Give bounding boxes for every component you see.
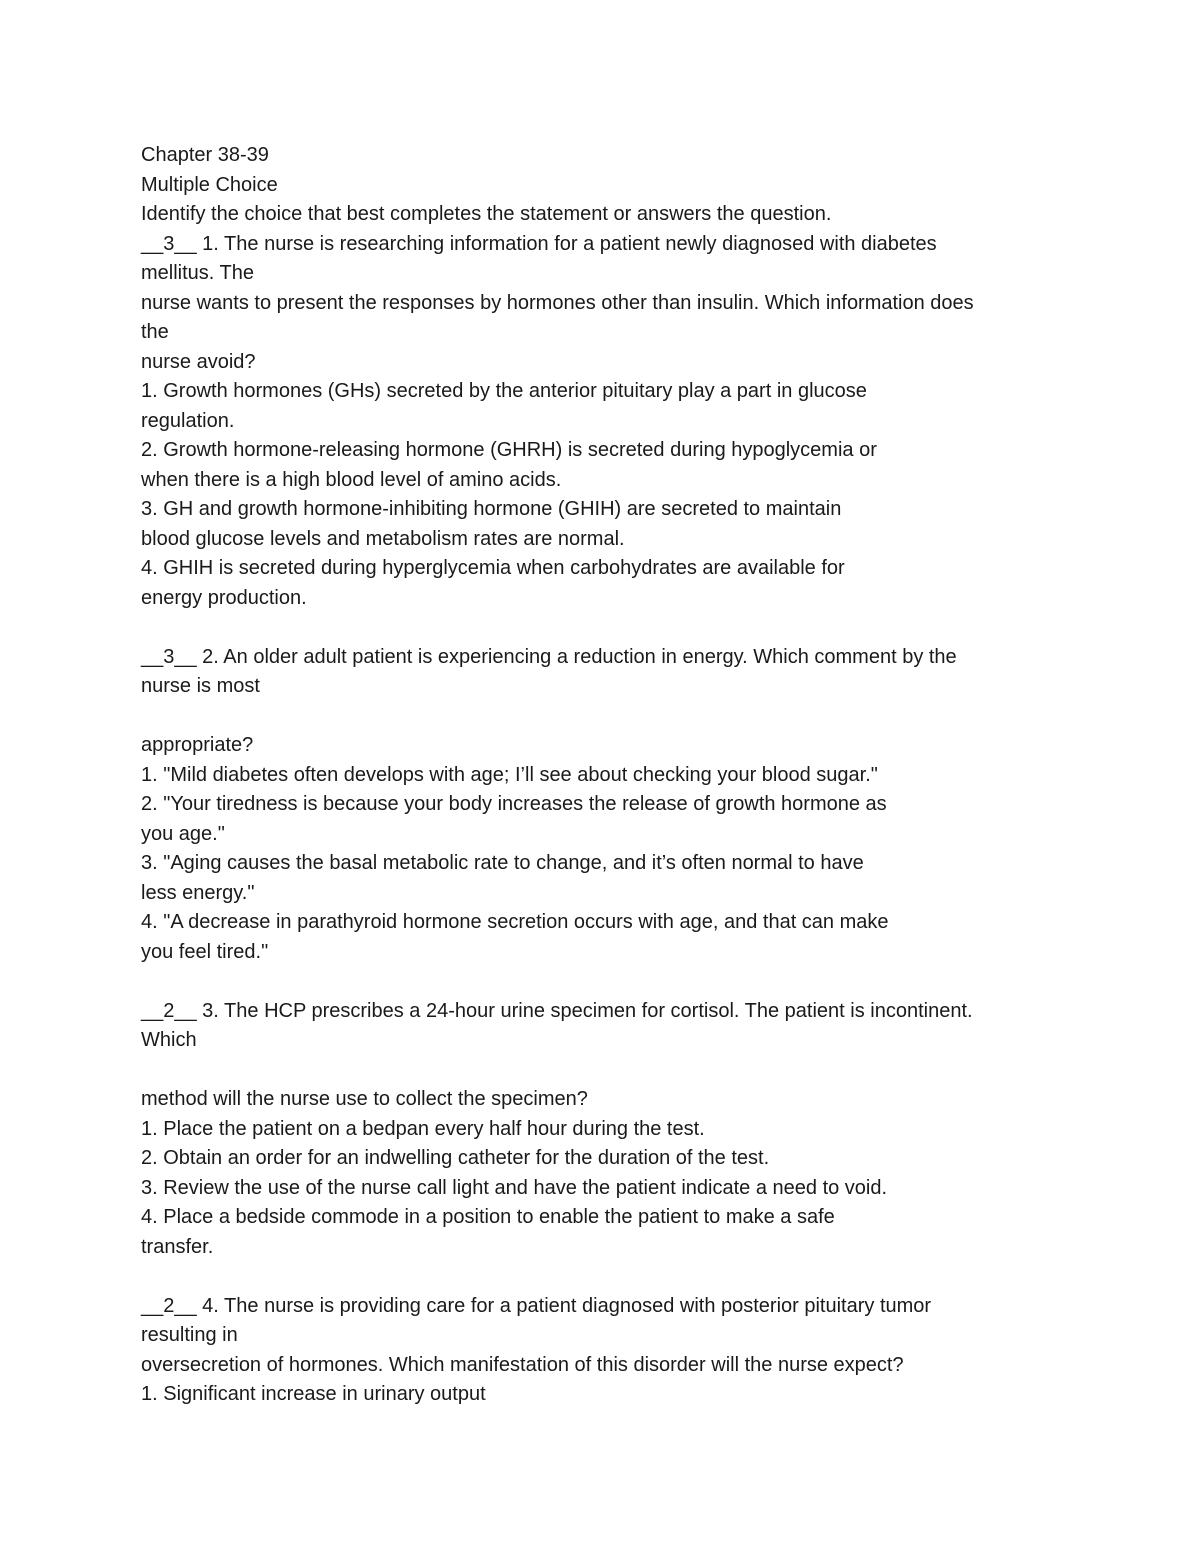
- question-stem-line: method will the nurse use to collect the specimen?: [141, 1088, 588, 1110]
- answer-option-line: transfer.: [141, 1235, 214, 1258]
- question-1: [141, 230, 1081, 614]
- question-stem-line: __2__ 3. The HCP prescribes a 24-hour urine specimen for cortisol. The patient is incontinent.: [141, 999, 973, 1022]
- chapter-title: Chapter 38-39: [141, 144, 269, 166]
- answer-option-line: 3. Review the use of the nurse call light and have the patient indicate a need to void.: [141, 1176, 888, 1199]
- answer-option-line: energy production.: [141, 586, 307, 609]
- answer-option-line: 3. GH and growth hormone-inhibiting hormone (GHIH) are secreted to maintain: [141, 498, 842, 520]
- question-stem-line: mellitus. The: [141, 262, 255, 284]
- question-stem-line: resulting in: [141, 1324, 238, 1346]
- answer-option-line: 1. Significant increase in urinary output: [141, 1383, 486, 1405]
- question-stem-line: the: [141, 321, 169, 343]
- question-stem-line: [141, 1056, 1081, 1086]
- answer-option-line: you age.": [141, 822, 225, 845]
- paragraph-spacer: [141, 967, 1081, 997]
- document-body: [141, 141, 1081, 1410]
- answer-option-line: 2. Growth hormone-releasing hormone (GHRH) is secreted during hypoglycemia or: [141, 439, 877, 461]
- question-stem-line: __2__ 4. The nurse is providing care for a patient diagnosed with posterior pituitary tumor: [141, 1294, 932, 1317]
- paragraph-spacer: [141, 613, 1081, 643]
- answer-option-line: 4. Place a bedside commode in a position to enable the patient to make a safe: [141, 1206, 835, 1228]
- paragraph-spacer: [141, 1262, 1081, 1292]
- answer-option-line: 1. Place the patient on a bedpan every half hour during the test.: [141, 1117, 705, 1140]
- question-stem-line: nurse wants to present the responses by hormones other than insulin. Which information does: [141, 291, 974, 314]
- answer-option-line: 1. Growth hormones (GHs) secreted by the anterior pituitary play a part in glucose: [141, 380, 867, 402]
- instructions: Identify the choice that best completes the statement or answers the question.: [141, 203, 832, 225]
- question-stem-line: nurse is most: [141, 675, 260, 697]
- answer-option-line: 3. "Aging causes the basal metabolic rate to change, and it’s often normal to have: [141, 852, 864, 874]
- question-stem-line: [141, 702, 1081, 732]
- question-4: [141, 1292, 1081, 1410]
- answer-option-line: you feel tired.": [141, 940, 269, 963]
- question-stem-line: nurse avoid?: [141, 350, 256, 373]
- question-3: [141, 997, 1081, 1263]
- question-stem-line: __3__ 1. The nurse is researching information for a patient newly diagnosed with diabetes: [141, 232, 937, 255]
- answer-option-line: 4. GHIH is secreted during hyperglycemia when carbohydrates are available for: [141, 557, 845, 579]
- question-stem-line: oversecretion of hormones. Which manifestation of this disorder will the nurse expect?: [141, 1353, 904, 1376]
- answer-option-line: regulation.: [141, 409, 235, 432]
- answer-option-line: less energy.": [141, 881, 255, 904]
- question-stem-line: __3__ 2. An older adult patient is experiencing a reduction in energy. Which comment by the: [141, 645, 957, 668]
- answer-option-line: 4. "A decrease in parathyroid hormone secretion occurs with age, and that can make: [141, 911, 889, 933]
- answer-option-line: when there is a high blood level of amino acids.: [141, 468, 562, 491]
- answer-option-line: 2. "Your tiredness is because your body increases the release of growth hormone as: [141, 793, 887, 815]
- question-stem-line: Which: [141, 1029, 197, 1051]
- answer-option-line: 1. "Mild diabetes often develops with age; I’ll see about checking your blood sugar.": [141, 763, 878, 786]
- question-stem-line: appropriate?: [141, 734, 254, 756]
- question-2: [141, 643, 1081, 968]
- answer-option-line: 2. Obtain an order for an indwelling catheter for the duration of the test.: [141, 1147, 770, 1169]
- answer-option-line: blood glucose levels and metabolism rates are normal.: [141, 527, 625, 550]
- section-title: Multiple Choice: [141, 173, 278, 196]
